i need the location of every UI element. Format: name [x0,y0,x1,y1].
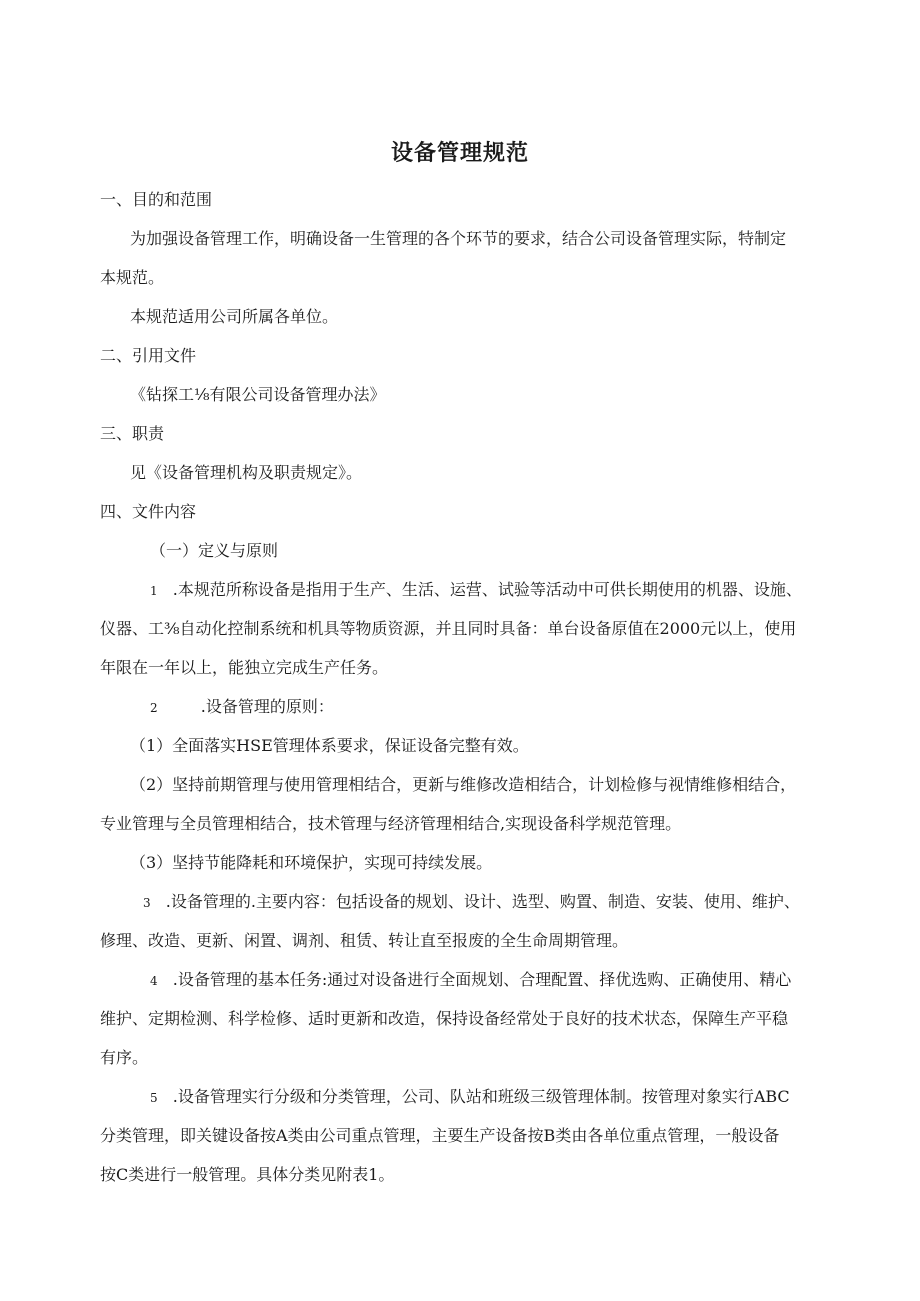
item-4-line-2: 维护、定期检测、科学检修、适时更新和改造，保持设备经常处于良好的技术状态，保障生产平稳 [100,1009,789,1028]
item-3-line-2: 修理、改造、更新、闲置、调剂、租赁、转让直至报废的全生命周期管理。 [100,931,629,950]
item-5-line-1 [150,1087,790,1108]
item-2-principle-1: （1）全面落实HSE管理体系要求，保证设备完整有效。 [130,736,529,755]
document-title: 设备管理规范 [390,141,529,166]
item-2-principle-2-line-2: 专业管理与全员管理相结合，技术管理与经济管理相结合,实现设备科学规范管理。 [100,814,682,833]
item-2-text: .设备管理的原则： [200,697,334,716]
item-3-number: 3 [143,896,151,910]
item-1-line-1 [150,580,802,601]
item-2-line-1 [150,697,334,718]
subsection-heading-definitions: （一）定义与原则 [150,541,279,560]
item-1-line-2: 仪器、工⅜自动化控制系统和机具等物质资源，并且同时具备：单台设备原值在2000元以上，使用 [100,619,797,638]
section-heading-references: 二、引用文件 [100,346,197,365]
paragraph-purpose-line-1: 为加强设备管理工作，明确设备一生管理的各个环节的要求，结合公司设备管理实际，特制定 [130,229,787,248]
reference-document: 《钻探工⅛有限公司设备管理办法》 [130,385,386,404]
item-1-line-3: 年限在一年以上，能独立完成生产任务。 [100,658,389,677]
item-5-number: 5 [150,1091,158,1105]
item-2-number: 2 [150,701,158,715]
paragraph-duties: 见《设备管理机构及职责规定》。 [130,463,363,482]
section-heading-content: 四、文件内容 [100,502,197,521]
section-heading-purpose: 一、目的和范围 [100,190,213,209]
paragraph-purpose-line-2: 本规范。 [100,268,165,287]
paragraph-scope: 本规范适用公司所属各单位。 [130,307,339,326]
item-2-principle-3: （3）坚持节能降耗和环境保护，实现可持续发展。 [130,853,493,872]
item-4-text: .设备管理的基本任务:通过对设备进行全面规划、合理配置、择优选购、正确使用、精心 [172,970,792,989]
section-heading-duties: 三、职责 [100,424,165,443]
item-4-line-3: 有序。 [100,1048,149,1067]
item-5-text: .设备管理实行分级和分类管理，公司、队站和班级三级管理体制。按管理对象实行ABC [172,1087,790,1106]
item-5-line-2: 分类管理，即关键设备按A类由公司重点管理，主要生产设备按B类由各单位重点管理，一般设备 [100,1126,780,1145]
item-1-number: 1 [150,584,158,598]
item-4-line-1 [150,970,791,991]
item-1-text: .本规范所称设备是指用于生产、生活、运营、试验等活动中可供长期使用的机器、设施、 [172,580,802,599]
item-4-number: 4 [150,974,158,988]
item-3-line-1 [143,892,800,913]
item-3-text: .设备管理的.主要内容：包括设备的规划、设计、选型、购置、制造、安装、使用、维护、 [165,892,800,911]
item-2-principle-2-line-1: （2）坚持前期管理与使用管理相结合，更新与维修改造相结合，计划检修与视情维修相结合， [130,775,797,794]
item-5-line-3: 按C类进行一般管理。具体分类见附表1。 [100,1165,395,1184]
